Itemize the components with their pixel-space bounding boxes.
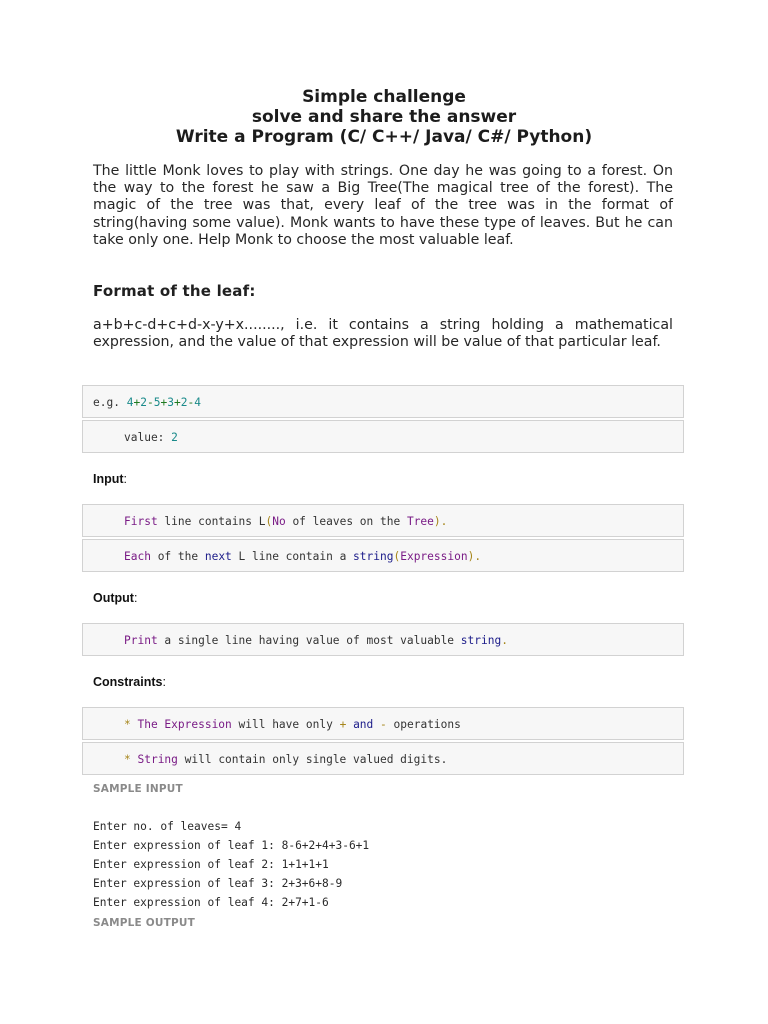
intro-paragraph: The little Monk loves to play with strings. One day he was going to a forest. On the way to the forest he saw a Big Tree(The magical tree of the forest). The magic of the tree was that, every leaf of the tree was in the format of string(having some value). Monk wants to have these type of leaves. But he can take only one. Help Monk to choose the most valuable leaf. [93,163,673,248]
title-line-2: solve and share the answer [251,107,517,127]
example-value-label: value: [124,431,172,444]
constraints-label: Constraints: [93,675,166,689]
constraint-line-1-box: * The Expression will have only + and - operations [82,707,684,740]
sample-input-line: Enter expression of leaf 2: 1+1+1+1 [93,858,329,871]
input-line-2-box: Each of the next L line contain a string(Expression). [82,539,684,572]
sample-input-label: SAMPLE INPUT [93,783,183,795]
sample-input-line: Enter expression of leaf 1: 8-6+2+4+3-6+1 [93,839,370,852]
output-label: Output: [93,591,138,605]
format-heading: Format of the leaf: [93,282,256,300]
example-token: - [146,396,154,409]
title-line-3: Write a Program (C/ C++/ Java/ C#/ Python) [175,127,593,147]
format-description: a+b+c-d+c+d-x-y+x........, i.e. it contains a string holding a mathematical expression, and the value of that expression will be value of that particular leaf. [93,317,673,351]
sample-input-line: Enter expression of leaf 4: 2+7+1-6 [93,896,329,909]
example-token: 4 [194,396,201,409]
input-label: Input: [93,472,128,486]
example-value: 2 [171,431,178,444]
sample-input-line: Enter no. of leaves= 4 [93,820,242,833]
example-token: 4 [126,396,134,409]
sample-output-label: SAMPLE OUTPUT [93,917,195,929]
example-token: 2 [140,396,147,409]
example-value-box [82,420,684,453]
example-token: + [160,396,168,409]
input-line-1-box: First line contains L(No of leaves on the Tree). [82,504,684,537]
example-code-box [82,385,684,418]
example-token: 2 [180,396,188,409]
example-token: 3 [167,396,174,409]
output-line-box: Print a single line having value of most valuable string. [82,623,684,656]
example-token: 5 [153,396,161,409]
example-token: + [173,396,181,409]
constraint-line-2-box: * String will contain only single valued digits. [82,742,684,775]
example-token: - [187,396,195,409]
title-line-1: Simple challenge [302,87,466,107]
sample-input-line: Enter expression of leaf 3: 2+3+6+8-9 [93,877,343,890]
example-token: + [133,396,141,409]
sample-input-code [93,817,369,912]
example-prefix: e.g. [93,396,127,409]
